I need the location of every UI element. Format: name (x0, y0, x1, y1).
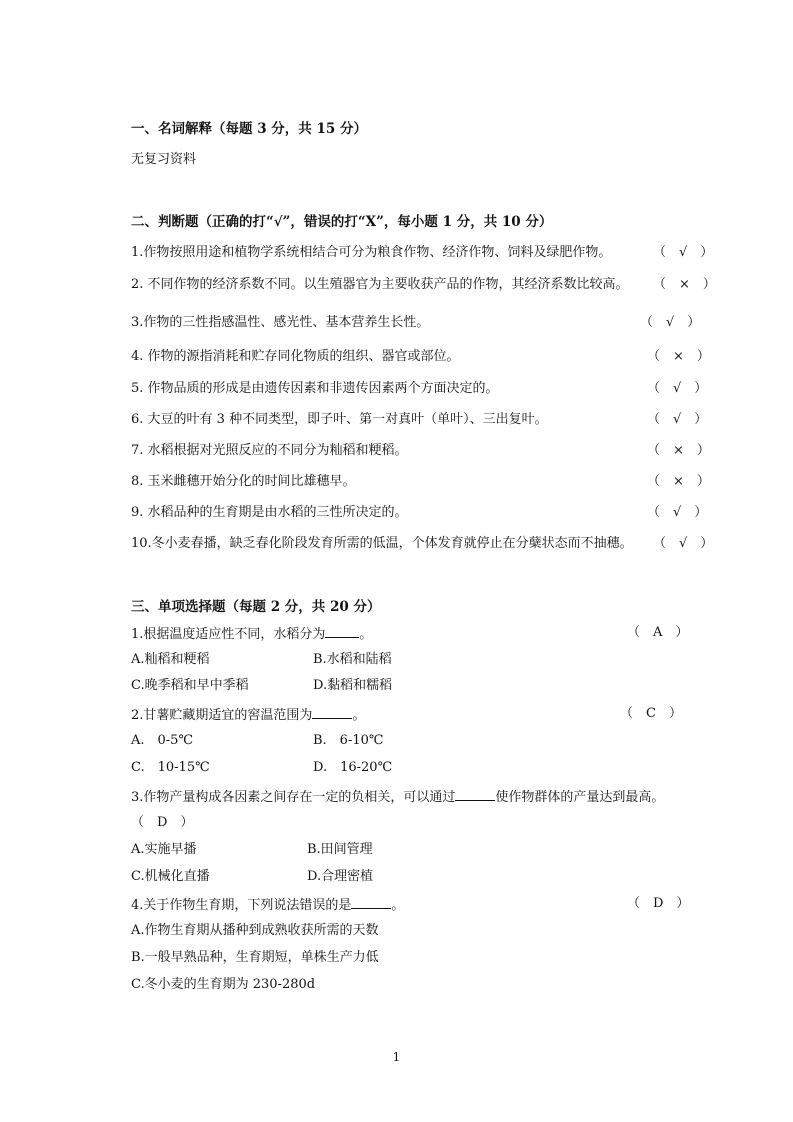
section-3-title: 三、单项选择题（每题 2 分，共 20 分） (131, 599, 381, 615)
tf-answer-9: （ √ ） (647, 505, 708, 520)
mc-question-3 (131, 788, 664, 806)
mc-question-2 (131, 706, 365, 724)
mc-question-2-tail: 。 (352, 708, 366, 723)
tf-question-8: 8. 玉米雌穗开始分化的时间比雄穗早。 (131, 474, 356, 489)
mc-4-option-b: B.一般早熟品种，生育期短，单株生产力低 (131, 950, 379, 965)
mc-2-option-d: D. 16-20℃ (313, 760, 393, 775)
tf-question-1: 1.作物按照用途和植物学系统相结合可分为粮食作物、经济作物、饲料及绿肥作物。 (131, 245, 612, 260)
tf-answer-4: （ × ） (647, 349, 710, 364)
mc-4-option-c: C.冬小麦的生育期为 230-280d (131, 977, 316, 992)
answer-blank (325, 625, 359, 638)
mc-question-1-tail: 。 (359, 627, 373, 642)
mc-2-option-b: B. 6-10℃ (313, 733, 384, 748)
mc-question-4-tail: 。 (391, 898, 405, 913)
mc-3-option-d: D.合理密植 (307, 869, 374, 884)
answer-blank (351, 896, 391, 909)
tf-answer-10: （ √ ） (653, 536, 714, 551)
mc-1-option-b: B.水稻和陆稻 (313, 652, 392, 667)
mc-question-2-text: 2.甘薯贮藏期适宜的窖温范围为 (131, 708, 313, 723)
tf-answer-5: （ √ ） (647, 381, 708, 396)
mc-3-option-a: A.实施早播 (131, 842, 197, 857)
tf-question-9: 9. 水稻品种的生育期是由水稻的三性所决定的。 (131, 505, 408, 520)
mc-1-option-a: A.籼稻和粳稻 (131, 652, 210, 667)
section-1-title: 一、名词解释（每题 3 分，共 15 分） (131, 121, 367, 137)
mc-answer-4: （ D ） (627, 896, 690, 911)
mc-answer-1: （ A ） (627, 625, 689, 640)
mc-3-option-b: B.田间管理 (307, 842, 373, 857)
mc-2-option-c: C. 10-15℃ (131, 760, 210, 775)
answer-blank (455, 788, 495, 801)
tf-question-7: 7. 水稻根据对光照反应的不同分为籼稻和粳稻。 (131, 443, 408, 458)
tf-question-10: 10.冬小麦春播，缺乏春化阶段发育所需的低温，个体发育就停止在分蘖状态而不抽穗。 (131, 536, 633, 551)
mc-question-3-tail: 使作物群体的产量达到最高。 (495, 790, 665, 805)
section-2-title: 二、判断题（正确的打“√”，错误的打“X”，每小题 1 分，共 10 分） (131, 214, 553, 230)
mc-4-option-a: A.作物生育期从播种到成熟收获所需的天数 (131, 923, 379, 938)
mc-answer-2: （ C ） (620, 706, 682, 721)
tf-question-6: 6. 大豆的叶有 3 种不同类型，即子叶、第一对真叶（单叶）、三出复叶。 (131, 412, 548, 427)
mc-1-option-d: D.黏稻和糯稻 (313, 678, 393, 693)
tf-question-5: 5. 作物品质的形成是由遗传因素和非遗传因素两个方面决定的。 (131, 381, 499, 396)
mc-3-option-c: C.机械化直播 (131, 869, 210, 884)
mc-question-4-text: 4.关于作物生育期，下列说法错误的是 (131, 898, 352, 913)
tf-answer-8: （ × ） (647, 474, 710, 489)
mc-2-option-a: A. 0-5℃ (131, 733, 193, 748)
mc-answer-3: （ D ） (131, 815, 194, 830)
mc-question-1 (131, 625, 372, 643)
tf-answer-6: （ √ ） (647, 412, 708, 427)
tf-answer-7: （ × ） (647, 443, 710, 458)
tf-answer-3: （ √ ） (640, 315, 701, 330)
tf-question-3: 3.作物的三性指感温性、感光性、基本营养生长性。 (131, 315, 430, 330)
answer-blank (312, 706, 352, 719)
mc-1-option-c: C.晚季稻和早中季稻 (131, 678, 249, 693)
section-1-note: 无复习资料 (131, 152, 197, 167)
tf-question-2: 2. 不同作物的经济系数不同。以生殖器官为主要收获产品的作物，其经济系数比较高。 (131, 277, 629, 292)
tf-question-4: 4. 作物的源指消耗和贮存同化物质的组织、器官或部位。 (131, 349, 460, 364)
mc-question-1-text: 1.根据温度适应性不同，水稻分为 (131, 627, 326, 642)
tf-answer-2: （ × ） (653, 277, 716, 292)
mc-question-3-text: 3.作物产量构成各因素之间存在一定的负相关，可以通过 (131, 790, 456, 805)
page-number: 1 (392, 1050, 401, 1064)
tf-answer-1: （ √ ） (653, 245, 714, 260)
mc-question-4 (131, 896, 404, 914)
